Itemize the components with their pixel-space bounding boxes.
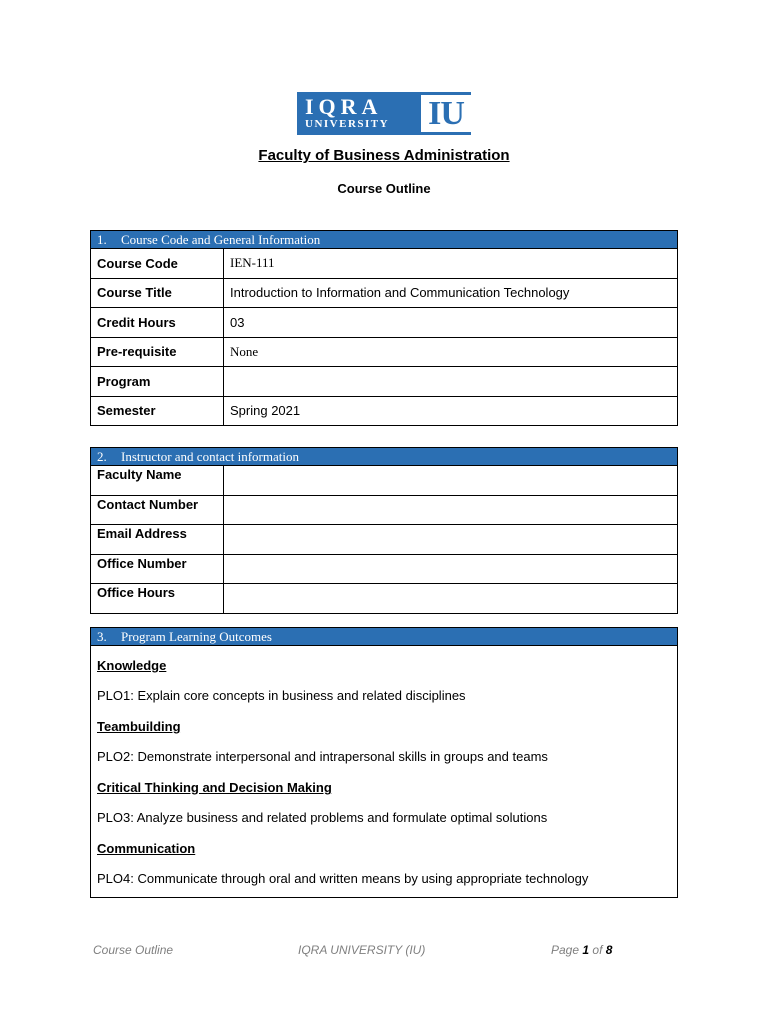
credit-hours-label: Credit Hours bbox=[91, 308, 224, 338]
section-1-title: Course Code and General Information bbox=[121, 231, 321, 247]
section-1-header bbox=[91, 231, 678, 249]
course-code-label: Course Code bbox=[91, 249, 224, 279]
course-title-label: Course Title bbox=[91, 278, 224, 308]
outcome-heading-knowledge: Knowledge bbox=[97, 658, 167, 673]
table-row bbox=[91, 554, 678, 584]
section-3-header bbox=[91, 628, 678, 646]
contact-number-value bbox=[224, 495, 678, 525]
footer-page-current: 1 bbox=[582, 943, 590, 957]
table-row bbox=[91, 337, 678, 367]
footer-page-total: 8 bbox=[605, 943, 613, 957]
course-title-value: Introduction to Information and Communication Technology bbox=[224, 278, 678, 308]
table-row bbox=[91, 367, 678, 397]
faculty-name-value bbox=[224, 466, 678, 496]
outcome-heading-teambuilding: Teambuilding bbox=[97, 719, 181, 734]
section-3-number: 3. bbox=[97, 628, 107, 644]
prerequisite-value: None bbox=[224, 337, 678, 367]
office-number-label: Office Number bbox=[91, 554, 224, 584]
instructor-info-table bbox=[90, 447, 678, 614]
faculty-title: Faculty of Business Administration bbox=[258, 147, 510, 164]
logo-university-text: UNIVERSITY bbox=[305, 118, 390, 130]
document-title: Course Outline bbox=[337, 181, 431, 196]
email-address-value bbox=[224, 525, 678, 555]
table-row bbox=[91, 396, 678, 426]
program-label: Program bbox=[91, 367, 224, 397]
office-hours-label: Office Hours bbox=[91, 584, 224, 614]
table-row bbox=[91, 466, 678, 496]
semester-value: Spring 2021 bbox=[224, 396, 678, 426]
table-row bbox=[91, 278, 678, 308]
semester-label: Semester bbox=[91, 396, 224, 426]
outcome-heading-critical-thinking: Critical Thinking and Decision Making bbox=[97, 780, 332, 795]
program-value bbox=[224, 367, 678, 397]
section-3-title: Program Learning Outcomes bbox=[121, 628, 272, 644]
table-row bbox=[91, 646, 678, 898]
table-row bbox=[91, 249, 678, 279]
outcome-text-plo4: PLO4: Communicate through oral and written means by using appropriate technology bbox=[97, 871, 589, 886]
course-info-table bbox=[90, 230, 678, 426]
course-code-value: IEN-111 bbox=[224, 249, 678, 279]
table-row bbox=[91, 584, 678, 614]
logo-iqra-text: IQRA bbox=[305, 94, 383, 119]
table-row bbox=[91, 495, 678, 525]
footer-of-word: of bbox=[592, 943, 603, 957]
email-address-label: Email Address bbox=[91, 525, 224, 555]
faculty-name-label: Faculty Name bbox=[91, 466, 224, 496]
footer-page-word: Page bbox=[551, 943, 580, 957]
outcomes-body bbox=[91, 646, 678, 898]
footer-page-number bbox=[551, 943, 612, 957]
section-2-title: Instructor and contact information bbox=[121, 448, 299, 464]
logo-wordmark bbox=[305, 96, 415, 131]
office-number-value bbox=[224, 554, 678, 584]
prerequisite-label: Pre-requisite bbox=[91, 337, 224, 367]
footer-center: IQRA UNIVERSITY (IU) bbox=[298, 943, 426, 957]
office-hours-value bbox=[224, 584, 678, 614]
learning-outcomes-table bbox=[90, 627, 678, 898]
outcome-text-plo3: PLO3: Analyze business and related problems and formulate optimal solutions bbox=[97, 810, 548, 825]
contact-number-label: Contact Number bbox=[91, 495, 224, 525]
footer-left: Course Outline bbox=[93, 943, 174, 957]
section-2-number: 2. bbox=[97, 448, 107, 464]
outcome-text-plo2: PLO2: Demonstrate interpersonal and intrapersonal skills in groups and teams bbox=[97, 749, 548, 764]
credit-hours-value: 03 bbox=[224, 308, 678, 338]
table-row bbox=[91, 525, 678, 555]
outcome-text-plo1: PLO1: Explain core concepts in business and related disciplines bbox=[97, 688, 466, 703]
university-logo bbox=[297, 92, 471, 135]
section-1-number: 1. bbox=[97, 231, 107, 247]
table-row bbox=[91, 308, 678, 338]
outcome-heading-communication: Communication bbox=[97, 841, 196, 856]
section-2-header bbox=[91, 448, 678, 466]
logo-iu-mark: IU bbox=[421, 95, 471, 132]
